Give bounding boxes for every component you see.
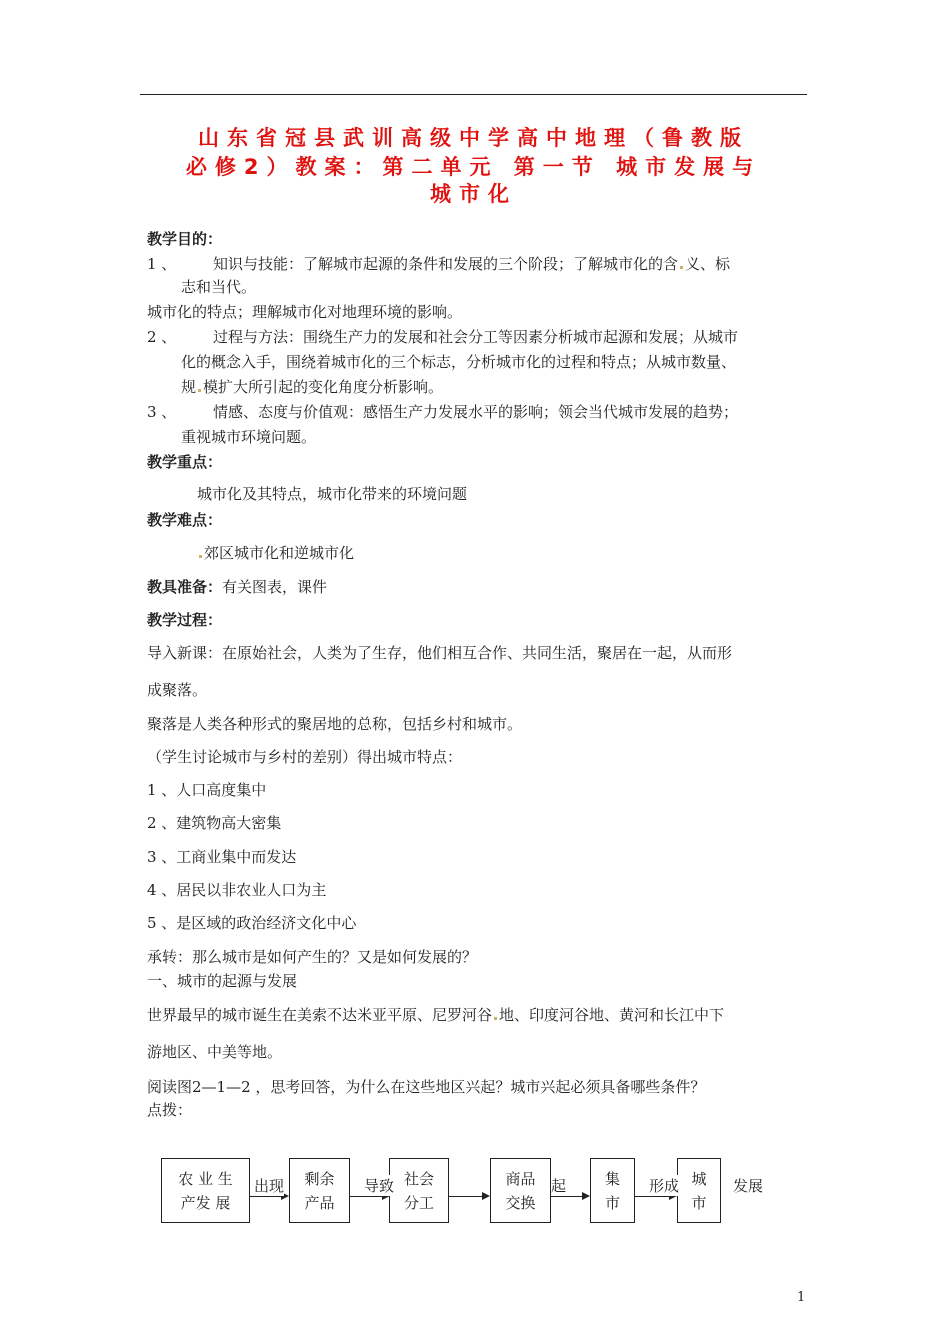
objectives-heading: 教学目的： [147, 230, 223, 248]
difficulties-heading: 教学难点： [147, 511, 223, 529]
page-number: 1 [797, 1290, 806, 1305]
flow-box-text: 城 [691, 1169, 707, 1188]
doc-title-line2: 必修2）教案：第二单元 第一节 城市发展与 [185, 155, 762, 179]
flow-arrow-line [349, 1196, 383, 1197]
flow-arrow-line [448, 1196, 482, 1197]
reading-prompt: 阅读图2—1—2 ，思考回答，为什么在这些地区兴起？城市兴起必须具备哪些条件？ [147, 1078, 706, 1096]
process-heading: 教学过程： [147, 611, 223, 629]
objective-3-number: 3 、 [147, 403, 177, 421]
flow-box-text: 交换 [505, 1193, 536, 1212]
objective-2-line1: 过程与方法：围绕生产力的发展和社会分工等因素分析城市起源和发展；从城市 [213, 328, 739, 346]
objective-2-line2: 化的概念入手，围绕着城市化的三个标志，分析城市化的过程和特点；从城市数量、 [181, 353, 737, 371]
flow-arrow-line [249, 1196, 282, 1197]
flow-label-rise: 起 [551, 1177, 567, 1195]
intro-line1: 导入新课：在原始社会，人类为了生存，他们相互合作、共同生活，聚居在一起，从而形 [147, 644, 733, 662]
flow-arrow-line [634, 1196, 670, 1197]
doc-title-line1: 山东省冠县武训高级中学高中地理（鲁教版 [198, 126, 749, 150]
header-rule [140, 94, 807, 95]
speck-mark [680, 266, 683, 269]
hint-label: 点拨： [147, 1101, 193, 1119]
objective-1-line3: 城市化的特点；理解城市化对地理环境的影响。 [147, 303, 463, 321]
key-points-heading: 教学重点： [147, 453, 223, 471]
doc-title-line3: 城市化 [430, 182, 517, 206]
objective-3-line1: 情感、态度与价值观：感悟生产力发展水平的影响；领会当代城市发展的趋势； [213, 403, 739, 421]
origin-line2: 游地区、中美等地。 [147, 1043, 283, 1061]
flow-box-text: 剩余 [304, 1169, 335, 1188]
flow-box-text: 产发 展 [180, 1193, 231, 1212]
feature-item: 1 、人口高度集中 [147, 781, 267, 799]
origin-line1: 世界最早的城市诞生在美索不达米亚平原、尼罗河谷 地、印度河谷地、黄河和长江中下 [147, 1006, 725, 1024]
objective-1-number: 1 、 [147, 255, 177, 273]
tools-line: 教具准备：有关图表，课件 [147, 578, 328, 596]
flow-box-text: 社会 [403, 1169, 434, 1188]
flow-box-text: 市 [691, 1193, 707, 1212]
flow-box-commodity-exchange [490, 1158, 551, 1223]
settlement-text: 聚落是人类各种形式的聚居地的总称，包括乡村和城市。 [147, 715, 523, 733]
objective-2-line3: 规 模扩大所引起的变化角度分析影响。 [181, 378, 444, 396]
flow-box-text: 分工 [403, 1193, 434, 1212]
objective-1-line1: 知识与技能：了解城市起源的条件和发展的三个阶段；了解城市化的含 义、标 [213, 255, 731, 273]
flow-box-market [590, 1158, 635, 1223]
flow-box-city [677, 1158, 721, 1223]
flow-box-text: 市 [604, 1193, 620, 1212]
flow-arrow-line [550, 1196, 583, 1197]
objective-3-line2: 重视城市环境问题。 [181, 428, 317, 446]
section-1-heading: 一、城市的起源与发展 [147, 972, 298, 990]
flow-box-division-of-labor [389, 1158, 449, 1223]
flow-box-agriculture [161, 1158, 250, 1223]
flow-label-form: 形成 [649, 1177, 680, 1195]
flow-box-surplus [289, 1158, 350, 1223]
speck-mark [494, 1017, 497, 1020]
key-points-text: 城市化及其特点，城市化带来的环境问题 [197, 485, 468, 503]
flow-label-develop: 发展 [733, 1177, 764, 1195]
difficulties-text: 郊区城市化和逆城市化 [197, 543, 354, 563]
flow-box-text: 商品 [505, 1169, 536, 1188]
flow-box-text: 集 [604, 1169, 620, 1188]
flow-arrowhead [482, 1192, 490, 1200]
objective-2-number: 2 、 [147, 328, 177, 346]
feature-item: 2 、建筑物高大密集 [147, 814, 282, 832]
objective-1-line2: 志和当代。 [181, 278, 257, 296]
feature-item: 3 、工商业集中而发达 [147, 848, 297, 866]
feature-item: 4 、居民以非农业人口为主 [147, 881, 327, 899]
speck-mark [198, 389, 201, 392]
flow-arrowhead [582, 1192, 590, 1200]
speck-mark [199, 555, 202, 558]
flow-label-lead-to: 导致 [364, 1177, 395, 1195]
transition-text: 承转：那么城市是如何产生的？又是如何发展的？ [147, 948, 478, 966]
flow-box-text: 产品 [304, 1193, 335, 1212]
flow-label-appear: 出现 [254, 1177, 285, 1195]
intro-line2: 成聚落。 [147, 681, 208, 699]
feature-item: 5 、是区域的政治经济文化中心 [147, 914, 357, 932]
flow-box-text: 农 业 生 [178, 1169, 233, 1188]
discussion-text: （学生讨论城市与乡村的差别）得出城市特点： [147, 748, 463, 766]
